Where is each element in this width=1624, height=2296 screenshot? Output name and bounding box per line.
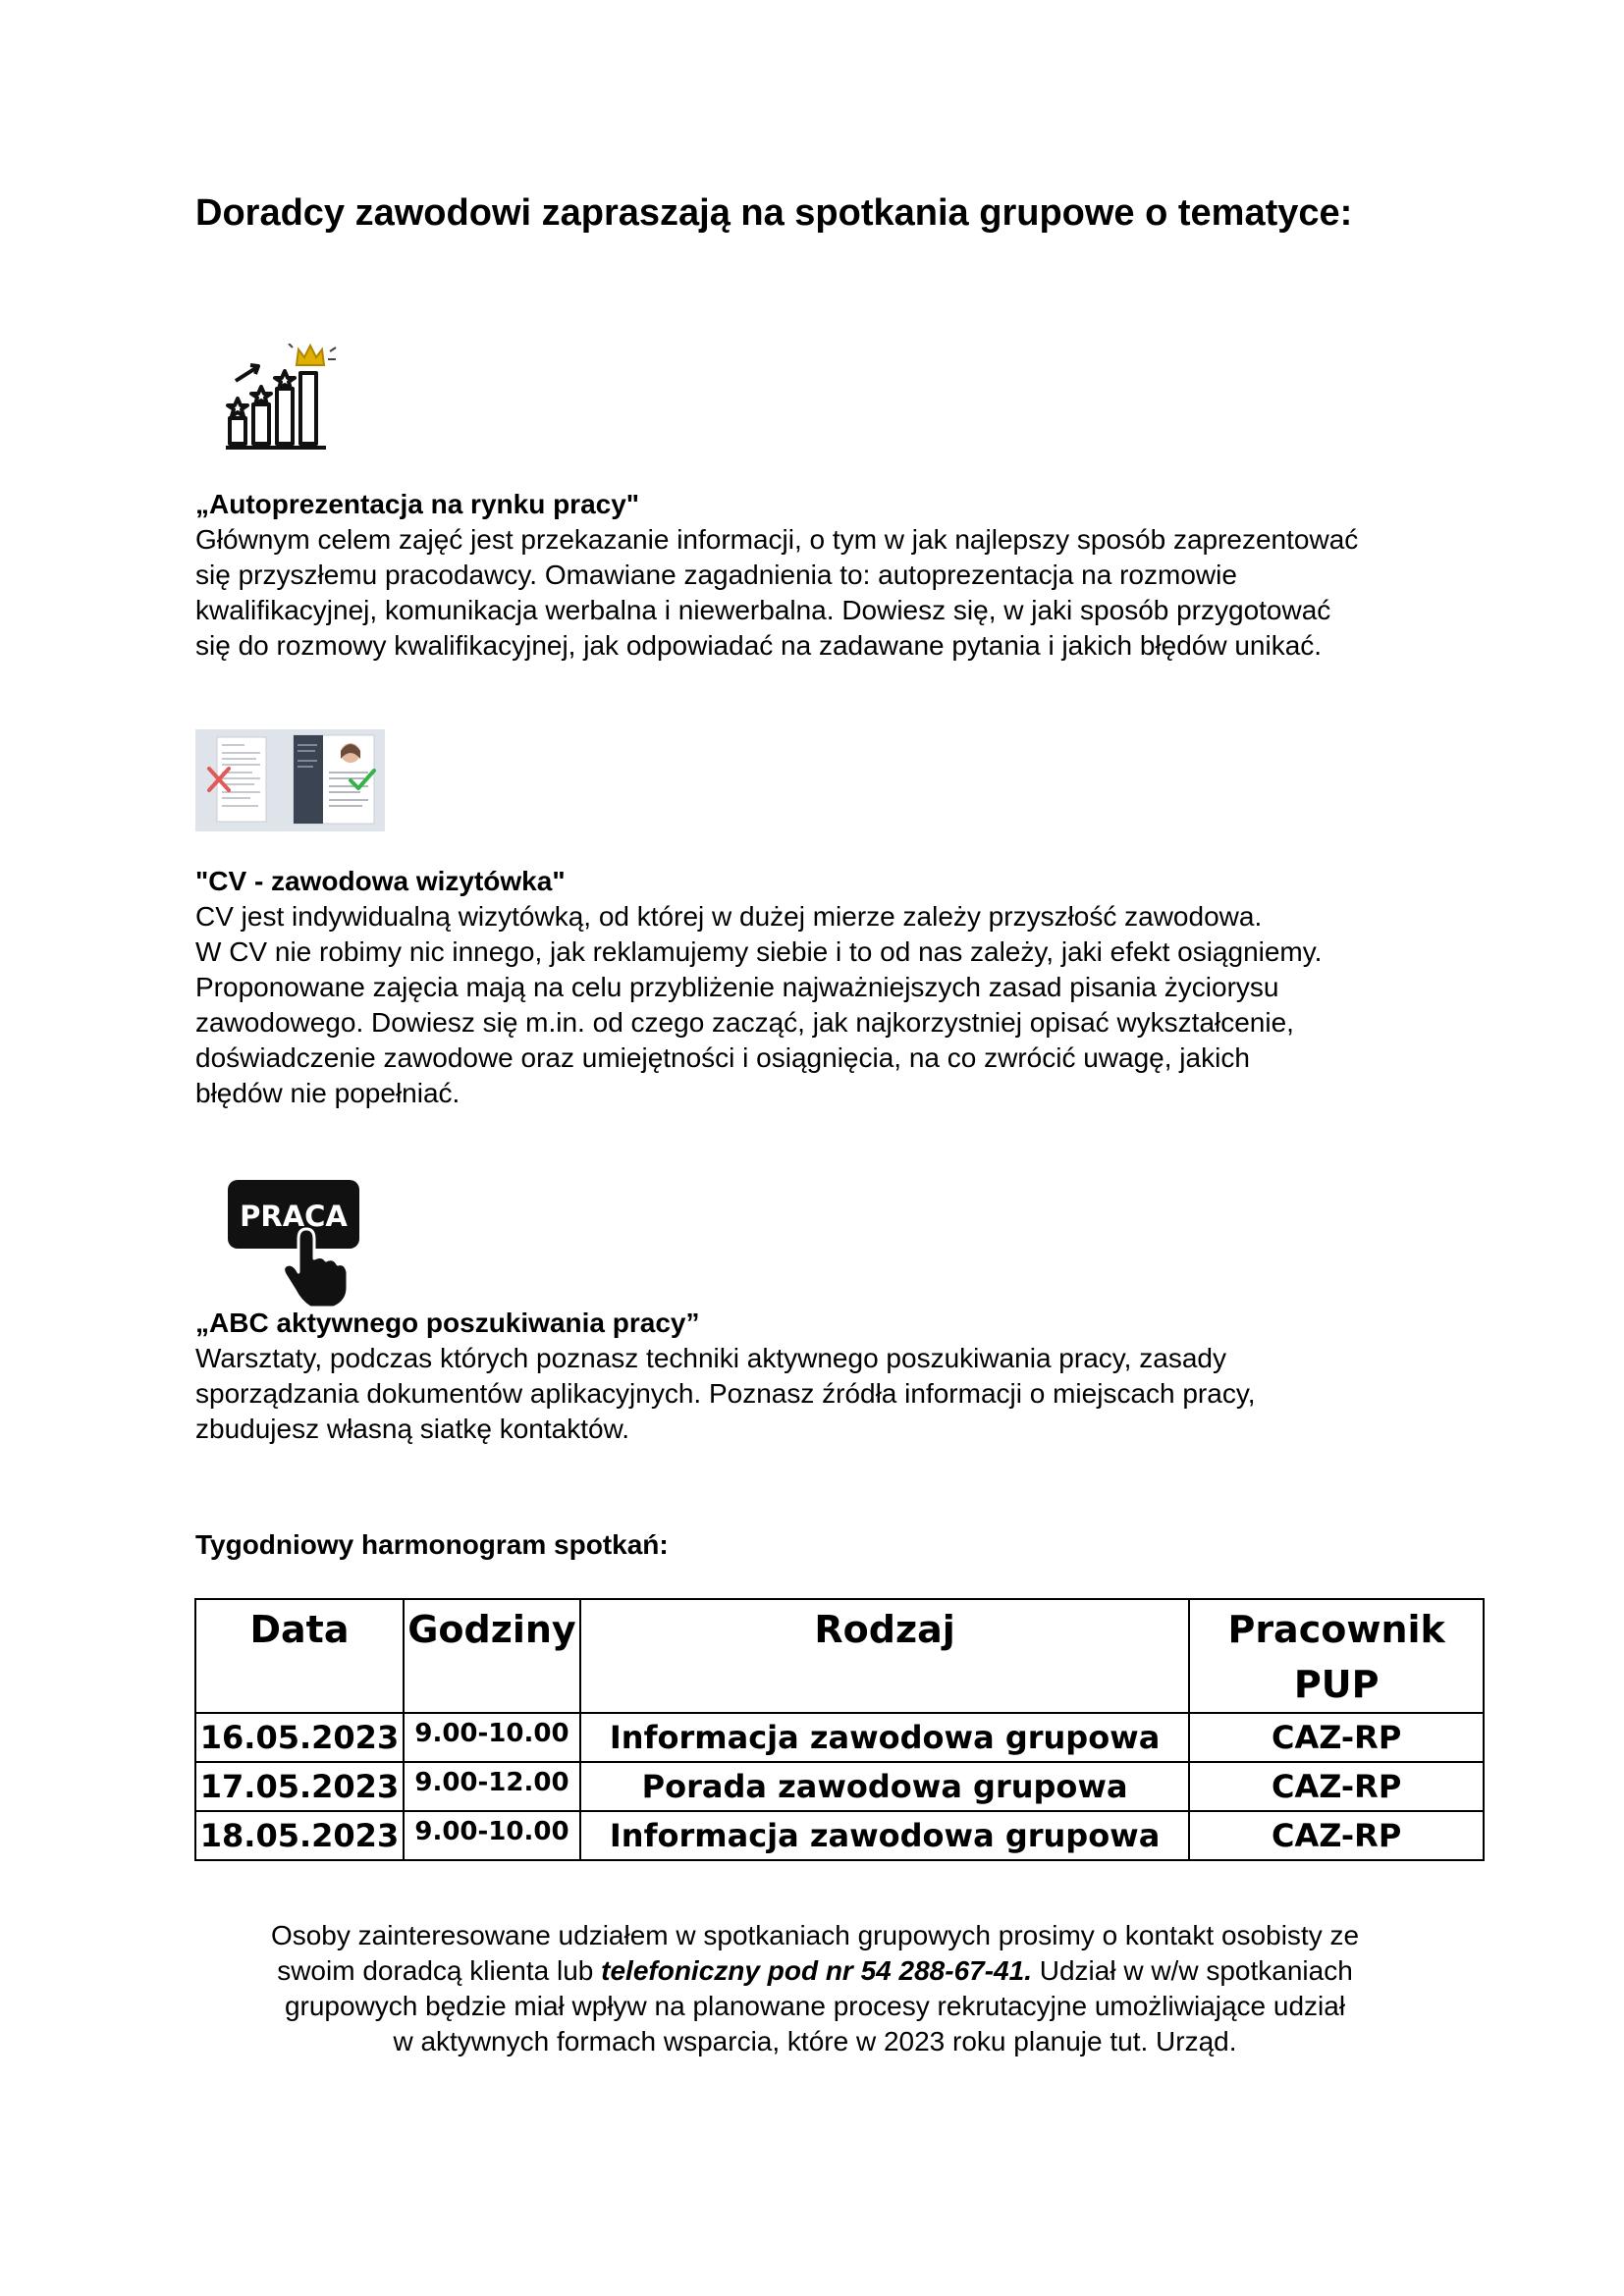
table-row [195,1811,1484,1860]
table-row [195,1713,1484,1762]
section-autoprezentacja [195,487,1491,664]
column-header-type: Rodzaj [580,1599,1189,1713]
cell-type: Informacja zawodowa grupowa [580,1811,1189,1860]
cell-hours: 9.00-12.00 [404,1762,580,1811]
footer-line: Osoby zainteresowane udziałem w spotkaniach grupowych prosimy o kontakt osobisty ze [270,1920,1360,1950]
section-body [195,899,1491,1111]
section-abc [195,1306,1491,1447]
section-line: Głównym celem zajęć jest przekazanie informacji, o tym w jak najlepszy sposób zaprezentować [195,524,1359,555]
column-header-date: Data [195,1599,404,1713]
schedule-table [194,1598,1485,1861]
footer-line: grupowych będzie miał wpływ na planowane procesy rekrutacyjne umożliwiające udział [284,1991,1346,2021]
section-line: zbudujesz własną siatkę kontaktów. [195,1414,630,1444]
schedule-heading: Tygodniowy harmonogram spotkań: [195,1529,669,1560]
section-cv [195,864,1491,1111]
schedule-header-row [195,1599,1484,1713]
cell-staff: CAZ-RP [1189,1713,1484,1762]
table-row [195,1762,1484,1811]
cell-type: Informacja zawodowa grupowa [580,1713,1189,1762]
section-line: się przyszłemu pracodawcy. Omawiane zagadnienia to: autoprezentacja na rozmowie [195,560,1237,590]
page-title: Doradcy zawodowi zapraszają na spotkania grupowe o tematyce: [195,192,1353,234]
section-body [195,1341,1491,1447]
footer-note [157,1918,1473,2059]
cell-hours: 9.00-10.00 [404,1713,580,1762]
section-line: Warsztaty, podczas których poznasz techniki aktywnego poszukiwania pracy, zasady [195,1343,1226,1373]
section-line: sporządzania dokumentów aplikacyjnych. Poznasz źródła informacji o miejscach pracy, [195,1378,1256,1409]
section-line: błędów nie popełniać. [195,1078,460,1108]
cell-type: Porada zawodowa grupowa [580,1762,1189,1811]
footer-line-prefix: swoim doradcą klienta lub [277,1955,602,1986]
section-line: kwalifikacyjnej, komunikacja werbalna i niewerbalna. Dowiesz się, w jaki sposób przygotować [195,595,1331,625]
cell-hours: 9.00-10.00 [404,1811,580,1860]
section-heading: "CV - zawodowa wizytówka" [195,866,566,896]
column-header-staff: Pracownik PUP [1189,1599,1484,1713]
footer-line: w aktywnych formach wsparcia, które w 2023 roku planuje tut. Urząd. [393,2026,1237,2056]
section-line: się do rozmowy kwalifikacyjnej, jak odpowiadać na zadawane pytania i jakich błędów unikać. [195,630,1323,661]
cv-comparison-image [195,729,385,831]
section-heading: „ABC aktywnego poszukiwania pracy” [195,1308,700,1338]
footer-line [157,1953,1473,1989]
cell-date: 16.05.2023 [195,1713,404,1762]
section-line: Proponowane zajęcia mają na celu przybliżenie najważniejszych zasad pisania życiorysu [195,972,1279,1002]
section-line: CV jest indywidualną wizytówką, od której w dużej mierze zależy przyszłość zawodowa. [195,901,1263,932]
footer-line-suffix: Udział w w/w spotkaniach [1031,1955,1353,1986]
column-header-hours: Godziny [404,1599,580,1713]
ranking-podium-icon [224,344,342,457]
cell-staff: CAZ-RP [1189,1762,1484,1811]
phone-number: telefoniczny pod nr 54 288-67-41. [601,1955,1032,1986]
section-body [195,522,1491,664]
section-line: doświadczenie zawodowe oraz umiejętności i osiągnięcia, na co zwrócić uwagę, jakich [195,1042,1250,1073]
section-line: W CV nie robimy nic innego, jak reklamujemy siebie i to od nas zależy, jaki efekt osiągniemy. [195,936,1323,967]
cell-staff: CAZ-RP [1189,1811,1484,1860]
cell-date: 18.05.2023 [195,1811,404,1860]
section-line: zawodowego. Dowiesz się m.in. od czego zacząć, jak najkorzystniej opisać wykształcenie, [195,1007,1294,1038]
section-heading: „Autoprezentacja na rynku pracy" [195,489,640,519]
cell-date: 17.05.2023 [195,1762,404,1811]
praca-click-icon [226,1178,363,1311]
praca-icon-label: PRACA [240,1200,348,1233]
